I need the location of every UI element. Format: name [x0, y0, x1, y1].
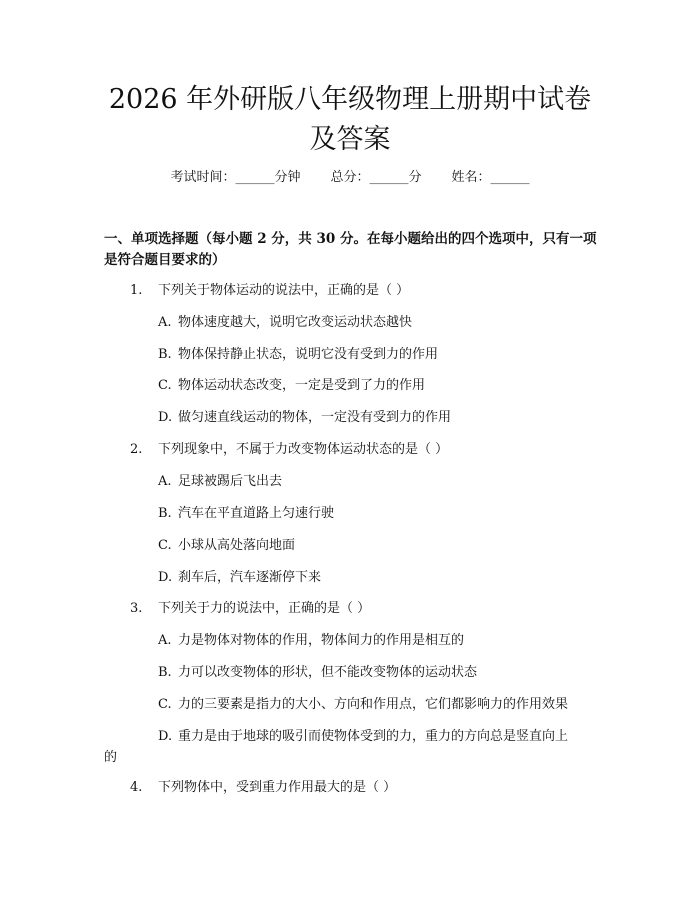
option-text: 物体保持静止状态，说明它没有受到力的作用 — [178, 347, 439, 362]
option-letter: C. — [158, 697, 172, 712]
option-letter: A. — [158, 315, 172, 330]
option-2b — [158, 505, 334, 523]
option-letter: B. — [158, 665, 172, 680]
option-3b — [158, 664, 477, 682]
option-text: 重力是由于地球的吸引而使物体受到的力，重力的方向总是竖直向上 — [178, 729, 569, 744]
option-text: 力的三要素是指力的大小、方向和作用点，它们都影响力的作用效果 — [178, 697, 569, 712]
option-1c — [158, 377, 425, 395]
option-3d — [158, 728, 568, 746]
option-letter: C. — [158, 538, 172, 553]
question-number: 2. — [130, 442, 143, 457]
question-text: 下列关于物体运动的说法中，正确的是（ ） — [158, 283, 410, 298]
question-number: 3. — [130, 601, 143, 616]
option-text: 做匀速直线运动的物体，一定没有受到力的作用 — [178, 410, 452, 425]
option-1b — [158, 346, 438, 364]
exam-time-field: 考试时间：______分钟 — [170, 170, 301, 185]
option-text: 刹车后，汽车逐渐停下来 — [178, 570, 322, 585]
page-title: 2026 年外研版八年级物理上册期中试卷及答案 — [108, 84, 592, 155]
question-2 — [130, 441, 448, 459]
option-letter: A. — [158, 633, 172, 648]
total-score-field: 总分：______分 — [330, 170, 422, 185]
option-text: 物体运动状态改变，一定是受到了力的作用 — [178, 378, 426, 393]
question-number: 4. — [130, 780, 143, 795]
option-text: 力是物体对物体的作用，物体间力的作用是相互的 — [178, 633, 465, 648]
name-field: 姓名：______ — [451, 170, 530, 185]
option-3c — [158, 696, 568, 714]
question-4 — [130, 779, 396, 797]
option-2c — [158, 537, 295, 555]
option-1d — [158, 409, 451, 427]
option-text: 足球被踢后飞出去 — [178, 474, 283, 489]
question-text: 下列物体中，受到重力作用最大的是（ ） — [158, 780, 397, 795]
question-text: 下列关于力的说法中，正确的是（ ） — [158, 601, 371, 616]
option-3a — [158, 632, 464, 650]
question-1 — [130, 282, 409, 300]
option-letter: D. — [158, 410, 173, 425]
section-title: 一、单项选择题（每小题 2 分，共 30 分。在每小题给出的四个选项中，只有一项是符合题目要求的） — [104, 231, 597, 268]
option-text: 小球从高处落向地面 — [178, 538, 296, 553]
option-3d-continuation: 的 — [104, 750, 118, 765]
option-letter: D. — [158, 570, 173, 585]
option-letter: D. — [158, 729, 173, 744]
question-3 — [130, 600, 370, 618]
option-2a — [158, 473, 282, 491]
option-letter: C. — [158, 378, 172, 393]
exam-meta — [0, 169, 700, 187]
option-letter: A. — [158, 474, 172, 489]
option-letter: B. — [158, 347, 172, 362]
option-text: 力可以改变物体的形状，但不能改变物体的运动状态 — [178, 665, 478, 680]
option-letter: B. — [158, 506, 172, 521]
question-text: 下列现象中，不属于力改变物体运动状态的是（ ） — [158, 442, 449, 457]
option-2d — [158, 569, 321, 587]
option-text: 物体速度越大，说明它改变运动状态越快 — [178, 315, 413, 330]
option-1a — [158, 314, 412, 332]
question-number: 1. — [130, 283, 143, 298]
option-text: 汽车在平直道路上匀速行驶 — [178, 506, 335, 521]
